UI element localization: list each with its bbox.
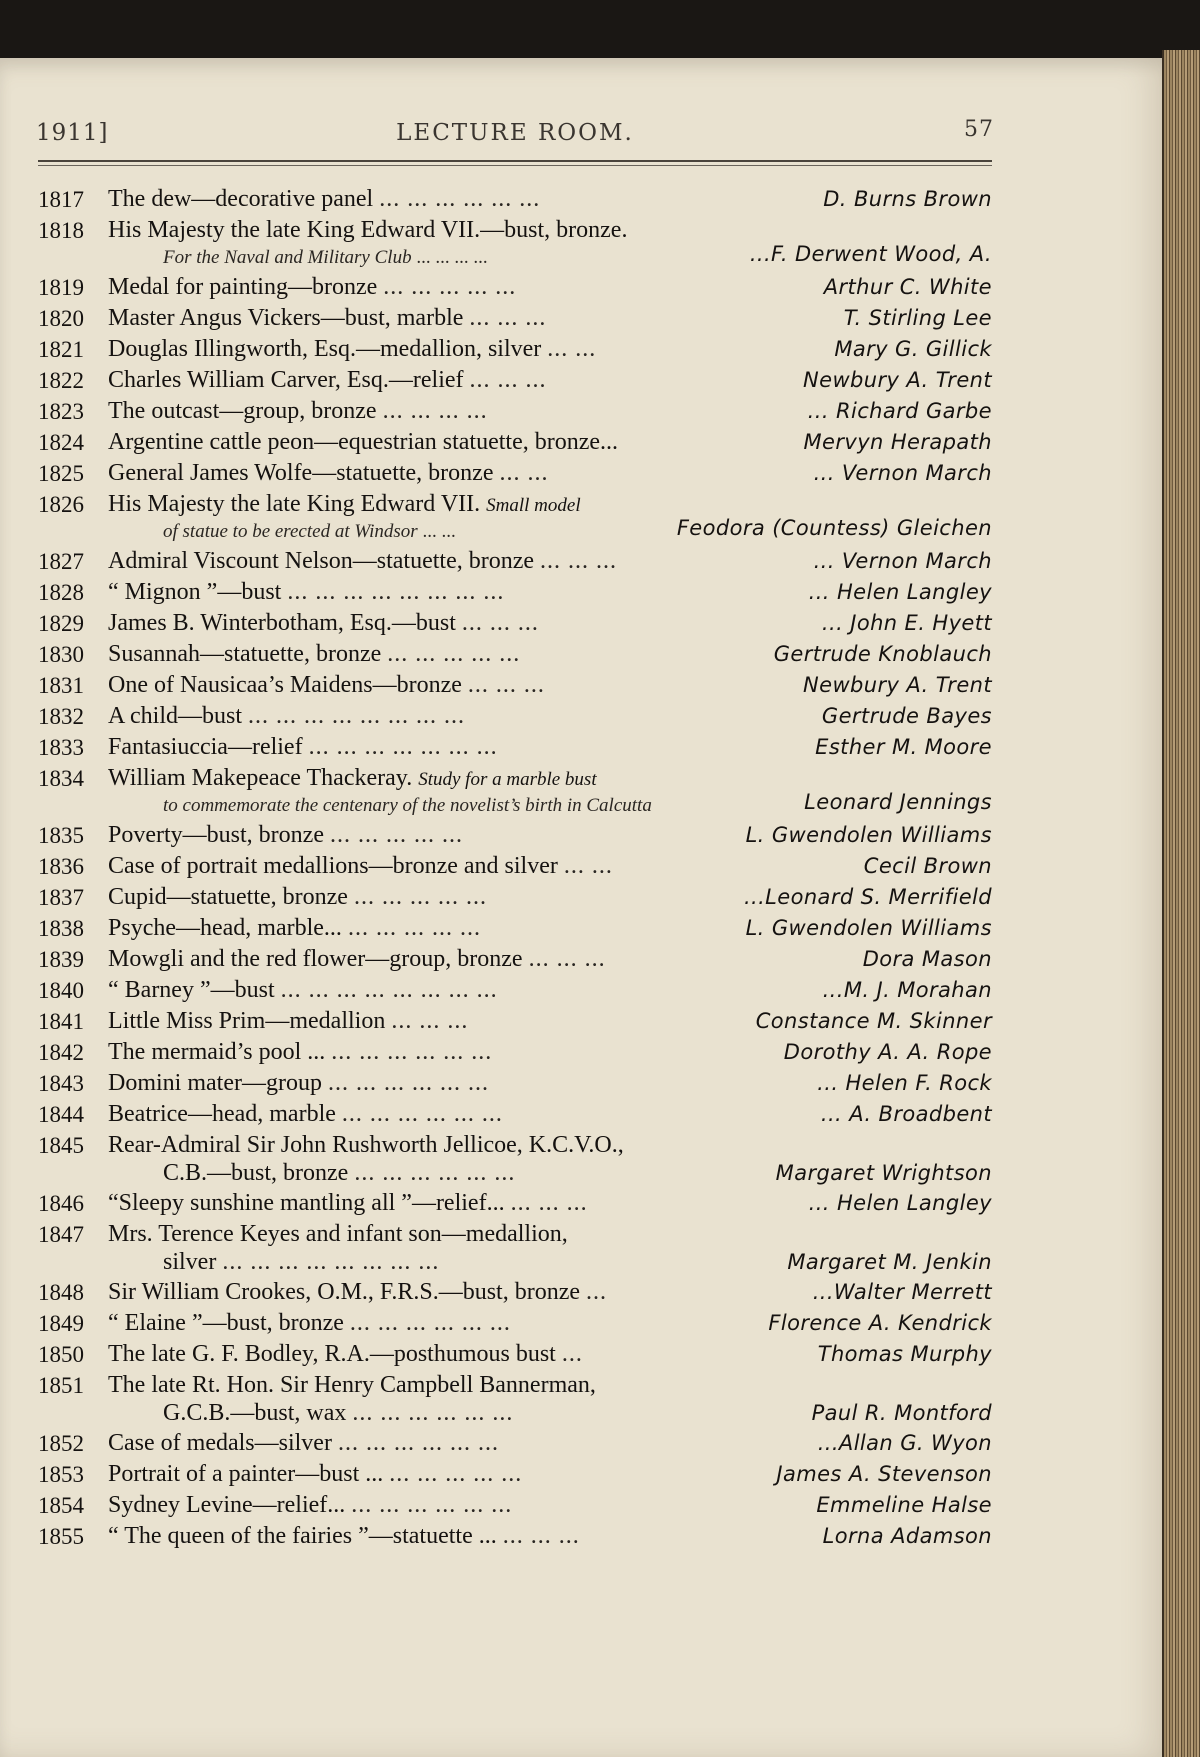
entry-title-wrap — [108, 1188, 588, 1219]
entry-line — [0, 639, 1000, 670]
entry-artist: Cecil Brown — [863, 854, 992, 878]
leader-dots: ... ... ... ... ... ... — [341, 1101, 503, 1127]
leader-dots: ... ... — [547, 336, 597, 362]
entry-title: Argentine cattle peon—equestrian statuette, bronze... — [108, 429, 619, 455]
catalogue-entry — [0, 882, 1000, 913]
entry-number: 1829 — [38, 611, 84, 636]
entry-artist: ...M. J. Morahan — [822, 978, 992, 1002]
entry-title: “ Mignon ”—bust — [108, 579, 282, 605]
entry-number: 1845 — [38, 1133, 84, 1158]
entry-line — [0, 365, 1000, 396]
leader-dots: ... ... ... ... ... ... ... ... — [287, 579, 505, 605]
entry-line — [0, 1370, 1000, 1401]
entry-title-wrap — [108, 1068, 489, 1099]
entry-number: 1833 — [38, 735, 84, 760]
entry-title-wrap — [108, 882, 487, 913]
entry-artist: Gertrude Bayes — [821, 704, 992, 728]
entry-title-wrap — [108, 427, 618, 458]
catalogue-entry — [0, 608, 1000, 639]
leader-dots: ... ... ... — [510, 1190, 588, 1216]
leader-dots: ... ... ... ... ... ... — [354, 1160, 516, 1186]
header-rule — [38, 160, 992, 162]
entry-title: The outcast—group, bronze — [108, 398, 377, 424]
entry-title: The dew—decorative panel — [108, 186, 374, 212]
entry-title: “ Barney ”—bust — [108, 977, 275, 1003]
entry-line — [0, 184, 1000, 215]
leader-dots: ... — [561, 1341, 583, 1367]
entry-line — [0, 427, 1000, 458]
entry-artist: ...Allan G. Wyon — [817, 1431, 992, 1455]
entry-title: Medal for painting—bronze — [108, 274, 378, 300]
entry-title-wrap — [108, 334, 596, 365]
entry-title-wrap — [108, 577, 504, 608]
entry-artist: ... Richard Garbe — [807, 399, 992, 423]
entry-title: “ Elaine ”—bust, bronze — [108, 1310, 344, 1336]
leader-dots: ... ... ... — [391, 1008, 469, 1034]
entry-line — [0, 577, 1000, 608]
catalogue-entry — [0, 272, 1000, 303]
catalogue-entry — [0, 1370, 1000, 1428]
entry-title-wrap — [108, 1490, 512, 1521]
entry-title-wrap — [108, 546, 617, 577]
dark-background — [0, 0, 1200, 58]
entry-number: 1854 — [38, 1493, 84, 1518]
catalogue-list — [0, 184, 1000, 1552]
catalogue-entry — [0, 1490, 1000, 1521]
entry-number: 1828 — [38, 580, 84, 605]
entry-line — [0, 1068, 1000, 1099]
entry-artist: ... Helen Langley — [808, 580, 992, 604]
leader-dots: ... ... ... ... ... ... ... ... — [222, 1249, 440, 1275]
entry-artist: ... Vernon March — [813, 461, 992, 485]
leader-dots: ... ... ... ... — [382, 398, 488, 424]
leader-dots: ... ... ... ... — [416, 247, 488, 268]
entry-title-wrap — [108, 215, 627, 246]
entry-subtitle: to commemorate the centenary of the novelist’s birth in Calcutta — [163, 795, 652, 816]
entry-title: His Majesty the late King Edward VII.—bust, bronze. — [108, 217, 628, 243]
entry-number: 1838 — [38, 916, 84, 941]
catalogue-entry — [0, 1521, 1000, 1552]
leader-dots: ... ... — [499, 460, 549, 486]
entry-subtitle-wrap — [163, 520, 456, 544]
catalogue-entry — [0, 1428, 1000, 1459]
entry-line — [0, 1277, 1000, 1308]
leader-dots: ... ... ... ... ... — [387, 641, 521, 667]
page-title: LECTURE ROOM. — [396, 120, 634, 146]
entry-title: Poverty—bust, bronze — [108, 822, 324, 848]
entry-title-wrap — [108, 820, 463, 851]
entry-line — [0, 1308, 1000, 1339]
entry-line — [0, 944, 1000, 975]
catalogue-entry — [0, 1188, 1000, 1219]
entry-title: Susannah—statuette, bronze — [108, 641, 382, 667]
catalogue-entry — [0, 184, 1000, 215]
leader-dots: ... ... — [563, 853, 613, 879]
entry-subline — [0, 790, 1000, 820]
entry-artist: Mervyn Herapath — [803, 430, 992, 454]
entry-title-wrap — [108, 1370, 596, 1401]
entry-number: 1819 — [38, 275, 84, 300]
entry-artist: L. Gwendolen Williams — [745, 823, 992, 847]
leader-dots: ... ... ... ... ... ... — [351, 1492, 513, 1518]
entry-title-wrap — [108, 489, 581, 521]
entry-artist: T. Stirling Lee — [843, 306, 992, 330]
entry-artist: ...Walter Merrett — [812, 1280, 992, 1304]
entry-title-wrap — [108, 365, 547, 396]
entry-title-wrap — [108, 1521, 580, 1552]
entry-artist: L. Gwendolen Williams — [745, 916, 992, 940]
entry-line — [0, 882, 1000, 913]
entry-line — [0, 303, 1000, 334]
catalogue-entry — [0, 1068, 1000, 1099]
entry-number: 1823 — [38, 399, 84, 424]
leader-dots: ... ... ... — [461, 610, 539, 636]
catalogue-entry — [0, 427, 1000, 458]
entry-number: 1849 — [38, 1311, 84, 1336]
entry-title-wrap — [108, 184, 540, 215]
leader-dots: ... ... — [422, 521, 456, 542]
entry-number: 1837 — [38, 885, 84, 910]
entry-number: 1843 — [38, 1071, 84, 1096]
entry-title-wrap — [108, 851, 613, 882]
entry-artist: Esther M. Moore — [815, 735, 992, 759]
entry-artist: D. Burns Brown — [823, 187, 992, 211]
entry-title-wrap — [108, 975, 498, 1006]
entry-title-wrap — [108, 1277, 607, 1308]
entry-title-wrap — [108, 913, 481, 944]
entry-title: One of Nausicaa’s Maidens—bronze — [108, 672, 462, 698]
catalogue-entry — [0, 577, 1000, 608]
entry-continuation-wrap — [163, 1161, 515, 1186]
entry-title: Sir William Crookes, O.M., F.R.S.—bust, bronze — [108, 1279, 581, 1305]
page-number: 57 — [964, 117, 994, 142]
leader-dots: ... ... ... — [469, 367, 547, 393]
entry-title: General James Wolfe—statuette, bronze — [108, 460, 494, 486]
entry-line — [0, 820, 1000, 851]
entry-title: Admiral Viscount Nelson—statuette, bronze — [108, 548, 535, 574]
catalogue-entry — [0, 944, 1000, 975]
leader-dots: ... ... ... ... ... — [329, 822, 463, 848]
entry-title: Little Miss Prim—medallion — [108, 1008, 386, 1034]
entry-continuation — [0, 1161, 1000, 1188]
entry-line — [0, 1428, 1000, 1459]
book-page-edges — [1162, 50, 1200, 1757]
entry-line — [0, 975, 1000, 1006]
leader-dots: ... ... ... — [528, 946, 606, 972]
catalogue-entry — [0, 396, 1000, 427]
leader-dots: ... ... ... — [467, 672, 545, 698]
entry-title-wrap — [108, 1037, 492, 1068]
entry-title: William Makepeace Thackeray. — [108, 765, 413, 791]
entry-artist: Constance M. Skinner — [755, 1009, 992, 1033]
entry-continuation-wrap — [163, 1250, 439, 1275]
entry-number: 1818 — [38, 218, 84, 243]
catalogue-entry — [0, 670, 1000, 701]
catalogue-entry — [0, 820, 1000, 851]
entry-title: Case of medals—silver — [108, 1430, 332, 1456]
leader-dots: ... ... ... ... ... ... — [352, 1400, 514, 1426]
entry-artist: Gertrude Knoblauch — [773, 642, 992, 666]
leader-dots: ... ... ... ... ... ... — [331, 1039, 493, 1065]
entry-continuation — [0, 1401, 1000, 1428]
entry-title: Case of portrait medallions—bronze and silver — [108, 853, 558, 879]
catalogue-entry — [0, 701, 1000, 732]
entry-number: 1827 — [38, 549, 84, 574]
entry-title-wrap — [108, 1006, 468, 1037]
entry-artist: Leonard Jennings — [804, 790, 992, 814]
entry-artist: ...F. Derwent Wood, A. — [749, 242, 992, 266]
entry-line — [0, 913, 1000, 944]
entry-number: 1826 — [38, 492, 84, 517]
catalogue-entry — [0, 1037, 1000, 1068]
entry-artist: Margaret M. Jenkin — [787, 1250, 992, 1274]
entry-title: James B. Winterbotham, Esq.—bust — [108, 610, 456, 636]
entry-number: 1844 — [38, 1102, 84, 1127]
entry-subtitle: of statue to be erected at Windsor — [163, 521, 418, 542]
catalogue-entry — [0, 546, 1000, 577]
entry-number: 1840 — [38, 978, 84, 1003]
entry-artist: Emmeline Halse — [816, 1493, 992, 1517]
entry-title: Portrait of a painter—bust ... — [108, 1461, 384, 1487]
catalogue-entry — [0, 763, 1000, 820]
entry-title: The mermaid’s pool ... — [108, 1039, 326, 1065]
entry-title-wrap — [108, 639, 520, 670]
entry-line — [0, 1188, 1000, 1219]
catalogue-entry — [0, 489, 1000, 546]
catalogue-entry — [0, 1308, 1000, 1339]
entry-subtitle: For the Naval and Military Club — [163, 247, 412, 268]
catalogue-entry — [0, 732, 1000, 763]
entry-note: Small model — [486, 495, 581, 516]
entry-title: Mrs. Terence Keyes and infant son—medallion, — [108, 1221, 568, 1247]
entry-title-wrap — [108, 1130, 624, 1161]
entry-number: 1831 — [38, 673, 84, 698]
entry-continuation — [0, 1250, 1000, 1277]
entry-number: 1820 — [38, 306, 84, 331]
entry-title-wrap — [108, 272, 516, 303]
entry-line — [0, 458, 1000, 489]
entry-number: 1822 — [38, 368, 84, 393]
entry-title-continued: G.C.B.—bust, wax — [163, 1400, 347, 1426]
catalogue-entry — [0, 303, 1000, 334]
entry-title: “ The queen of the fairies ”—statuette ... — [108, 1523, 497, 1549]
entry-title: Mowgli and the red flower—group, bronze — [108, 946, 523, 972]
entry-title: The late Rt. Hon. Sir Henry Campbell Bannerman, — [108, 1372, 596, 1398]
entry-title-wrap — [108, 944, 606, 975]
leader-dots: ... ... ... ... ... — [389, 1461, 523, 1487]
entry-title-wrap — [108, 1219, 568, 1250]
entry-title-wrap — [108, 303, 546, 334]
entry-number: 1825 — [38, 461, 84, 486]
entry-artist: Thomas Murphy — [817, 1342, 992, 1366]
entry-title: “Sleepy sunshine mantling all ”—relief... — [108, 1190, 505, 1216]
entry-artist: ... John E. Hyett — [821, 611, 992, 635]
leader-dots: ... ... ... ... ... — [353, 884, 487, 910]
leader-dots: ... ... ... — [469, 305, 547, 331]
entry-title-wrap — [108, 1308, 511, 1339]
leader-dots: ... ... ... ... ... ... — [327, 1070, 489, 1096]
leader-dots: ... — [586, 1279, 608, 1305]
entry-line — [0, 1130, 1000, 1161]
entry-number: 1842 — [38, 1040, 84, 1065]
entry-number: 1835 — [38, 823, 84, 848]
catalogue-entry — [0, 639, 1000, 670]
entry-artist: ... Helen Langley — [808, 1191, 992, 1215]
entry-line — [0, 851, 1000, 882]
entry-number: 1853 — [38, 1462, 84, 1487]
entry-number: 1851 — [38, 1373, 84, 1398]
entry-title-continued: C.B.—bust, bronze — [163, 1160, 349, 1186]
catalogue-entry — [0, 215, 1000, 272]
leader-dots: ... ... ... ... ... — [347, 915, 481, 941]
leader-dots: ... ... ... — [502, 1523, 580, 1549]
entry-number: 1852 — [38, 1431, 84, 1456]
entry-number: 1848 — [38, 1280, 84, 1305]
entry-number: 1846 — [38, 1191, 84, 1216]
catalogue-entry — [0, 334, 1000, 365]
leader-dots: ... ... ... ... ... ... ... ... — [248, 703, 466, 729]
entry-artist: Dorothy A. A. Rope — [783, 1040, 992, 1064]
header-year: 1911] — [36, 120, 109, 146]
entry-artist: Margaret Wrightson — [775, 1161, 992, 1185]
entry-title: Domini mater—group — [108, 1070, 322, 1096]
entry-title: Master Angus Vickers—bust, marble — [108, 305, 464, 331]
entry-line — [0, 272, 1000, 303]
entry-artist: Newbury A. Trent — [803, 368, 992, 392]
entry-artist: Dora Mason — [862, 947, 992, 971]
entry-subline — [0, 242, 1000, 272]
entry-title-wrap — [108, 1339, 583, 1370]
catalogue-entry — [0, 1277, 1000, 1308]
entry-line — [0, 546, 1000, 577]
entry-artist: ... A. Broadbent — [820, 1102, 992, 1126]
entry-line — [0, 1339, 1000, 1370]
entry-line — [0, 608, 1000, 639]
entry-title-wrap — [108, 670, 545, 701]
leader-dots: ... ... ... ... ... ... — [349, 1310, 511, 1336]
entry-title: The late G. F. Bodley, R.A.—posthumous bust — [108, 1341, 556, 1367]
leader-dots: ... ... ... ... ... ... — [337, 1430, 499, 1456]
catalogue-entry — [0, 365, 1000, 396]
entry-title-wrap — [108, 701, 465, 732]
leader-dots: ... ... ... ... ... ... ... ... — [280, 977, 498, 1003]
entry-number: 1839 — [38, 947, 84, 972]
entry-line — [0, 334, 1000, 365]
entry-line — [0, 1037, 1000, 1068]
entry-artist: ... Vernon March — [813, 549, 992, 573]
entry-title: Rear-Admiral Sir John Rushworth Jellicoe, K.C.V.O., — [108, 1132, 624, 1158]
entry-line — [0, 1219, 1000, 1250]
leader-dots: ... ... ... ... ... — [383, 274, 517, 300]
catalogue-entry — [0, 1006, 1000, 1037]
entry-title-wrap — [108, 1099, 503, 1130]
entry-title-wrap — [108, 732, 498, 763]
header-rule-thin — [38, 165, 992, 166]
entry-title-wrap — [108, 608, 539, 639]
entry-number: 1821 — [38, 337, 84, 362]
entry-number: 1824 — [38, 430, 84, 455]
entry-title: Fantasiuccia—relief — [108, 734, 303, 760]
entry-line — [0, 1459, 1000, 1490]
entry-number: 1836 — [38, 854, 84, 879]
entry-note: Study for a marble bust — [418, 769, 597, 790]
catalogue-entry — [0, 1130, 1000, 1188]
catalogue-entry — [0, 458, 1000, 489]
entry-subtitle-wrap — [163, 794, 652, 818]
entry-artist: Lorna Adamson — [822, 1524, 992, 1548]
catalogue-entry — [0, 1339, 1000, 1370]
leader-dots: ... ... ... ... ... ... — [379, 186, 541, 212]
entry-line — [0, 1490, 1000, 1521]
entry-number: 1834 — [38, 766, 84, 791]
entry-subline — [0, 516, 1000, 546]
entry-title: His Majesty the late King Edward VII. — [108, 491, 481, 517]
entry-line — [0, 1099, 1000, 1130]
entry-artist: ... Helen F. Rock — [817, 1071, 992, 1095]
entry-title: Cupid—statuette, bronze — [108, 884, 348, 910]
entry-line — [0, 670, 1000, 701]
entry-title: A child—bust — [108, 703, 243, 729]
entry-artist: Mary G. Gillick — [834, 337, 992, 361]
entry-number: 1832 — [38, 704, 84, 729]
catalogue-entry — [0, 1099, 1000, 1130]
entry-line — [0, 701, 1000, 732]
entry-line — [0, 732, 1000, 763]
entry-title: Douglas Illingworth, Esq.—medallion, silver — [108, 336, 542, 362]
catalogue-entry — [0, 913, 1000, 944]
catalogue-entry — [0, 1459, 1000, 1490]
entry-artist: James A. Stevenson — [776, 1462, 992, 1486]
entry-artist: Florence A. Kendrick — [768, 1311, 992, 1335]
entry-subtitle-wrap — [163, 246, 488, 270]
entry-title: Psyche—head, marble... — [108, 915, 342, 941]
entry-artist: ...Leonard S. Merrifield — [743, 885, 992, 909]
running-header — [36, 117, 994, 154]
entry-number: 1817 — [38, 187, 84, 212]
entry-line — [0, 396, 1000, 427]
entry-line — [0, 1521, 1000, 1552]
entry-number: 1841 — [38, 1009, 84, 1034]
entry-artist: Paul R. Montford — [811, 1401, 992, 1425]
entry-artist: Feodora (Countess) Gleichen — [676, 516, 992, 540]
entry-number: 1847 — [38, 1222, 84, 1247]
entry-artist: Newbury A. Trent — [803, 673, 992, 697]
entry-title-wrap — [108, 763, 597, 795]
entry-title-continued: silver — [163, 1249, 217, 1275]
entry-title-wrap — [108, 1428, 499, 1459]
entry-title-wrap — [108, 458, 548, 489]
entry-title-wrap — [108, 1459, 522, 1490]
entry-title: Charles William Carver, Esq.—relief — [108, 367, 464, 393]
entry-number: 1855 — [38, 1524, 84, 1549]
entry-line — [0, 1006, 1000, 1037]
entry-title: Beatrice—head, marble — [108, 1101, 336, 1127]
catalogue-entry — [0, 1219, 1000, 1277]
catalogue-entry — [0, 975, 1000, 1006]
entry-artist: Arthur C. White — [823, 275, 992, 299]
catalogue-entry — [0, 851, 1000, 882]
entry-title: Sydney Levine—relief... — [108, 1492, 346, 1518]
leader-dots: ... ... ... — [540, 548, 618, 574]
entry-number: 1830 — [38, 642, 84, 667]
leader-dots: ... ... ... ... ... ... ... — [308, 734, 498, 760]
entry-number: 1850 — [38, 1342, 84, 1367]
entry-continuation-wrap — [163, 1401, 513, 1426]
entry-title-wrap — [108, 396, 488, 427]
